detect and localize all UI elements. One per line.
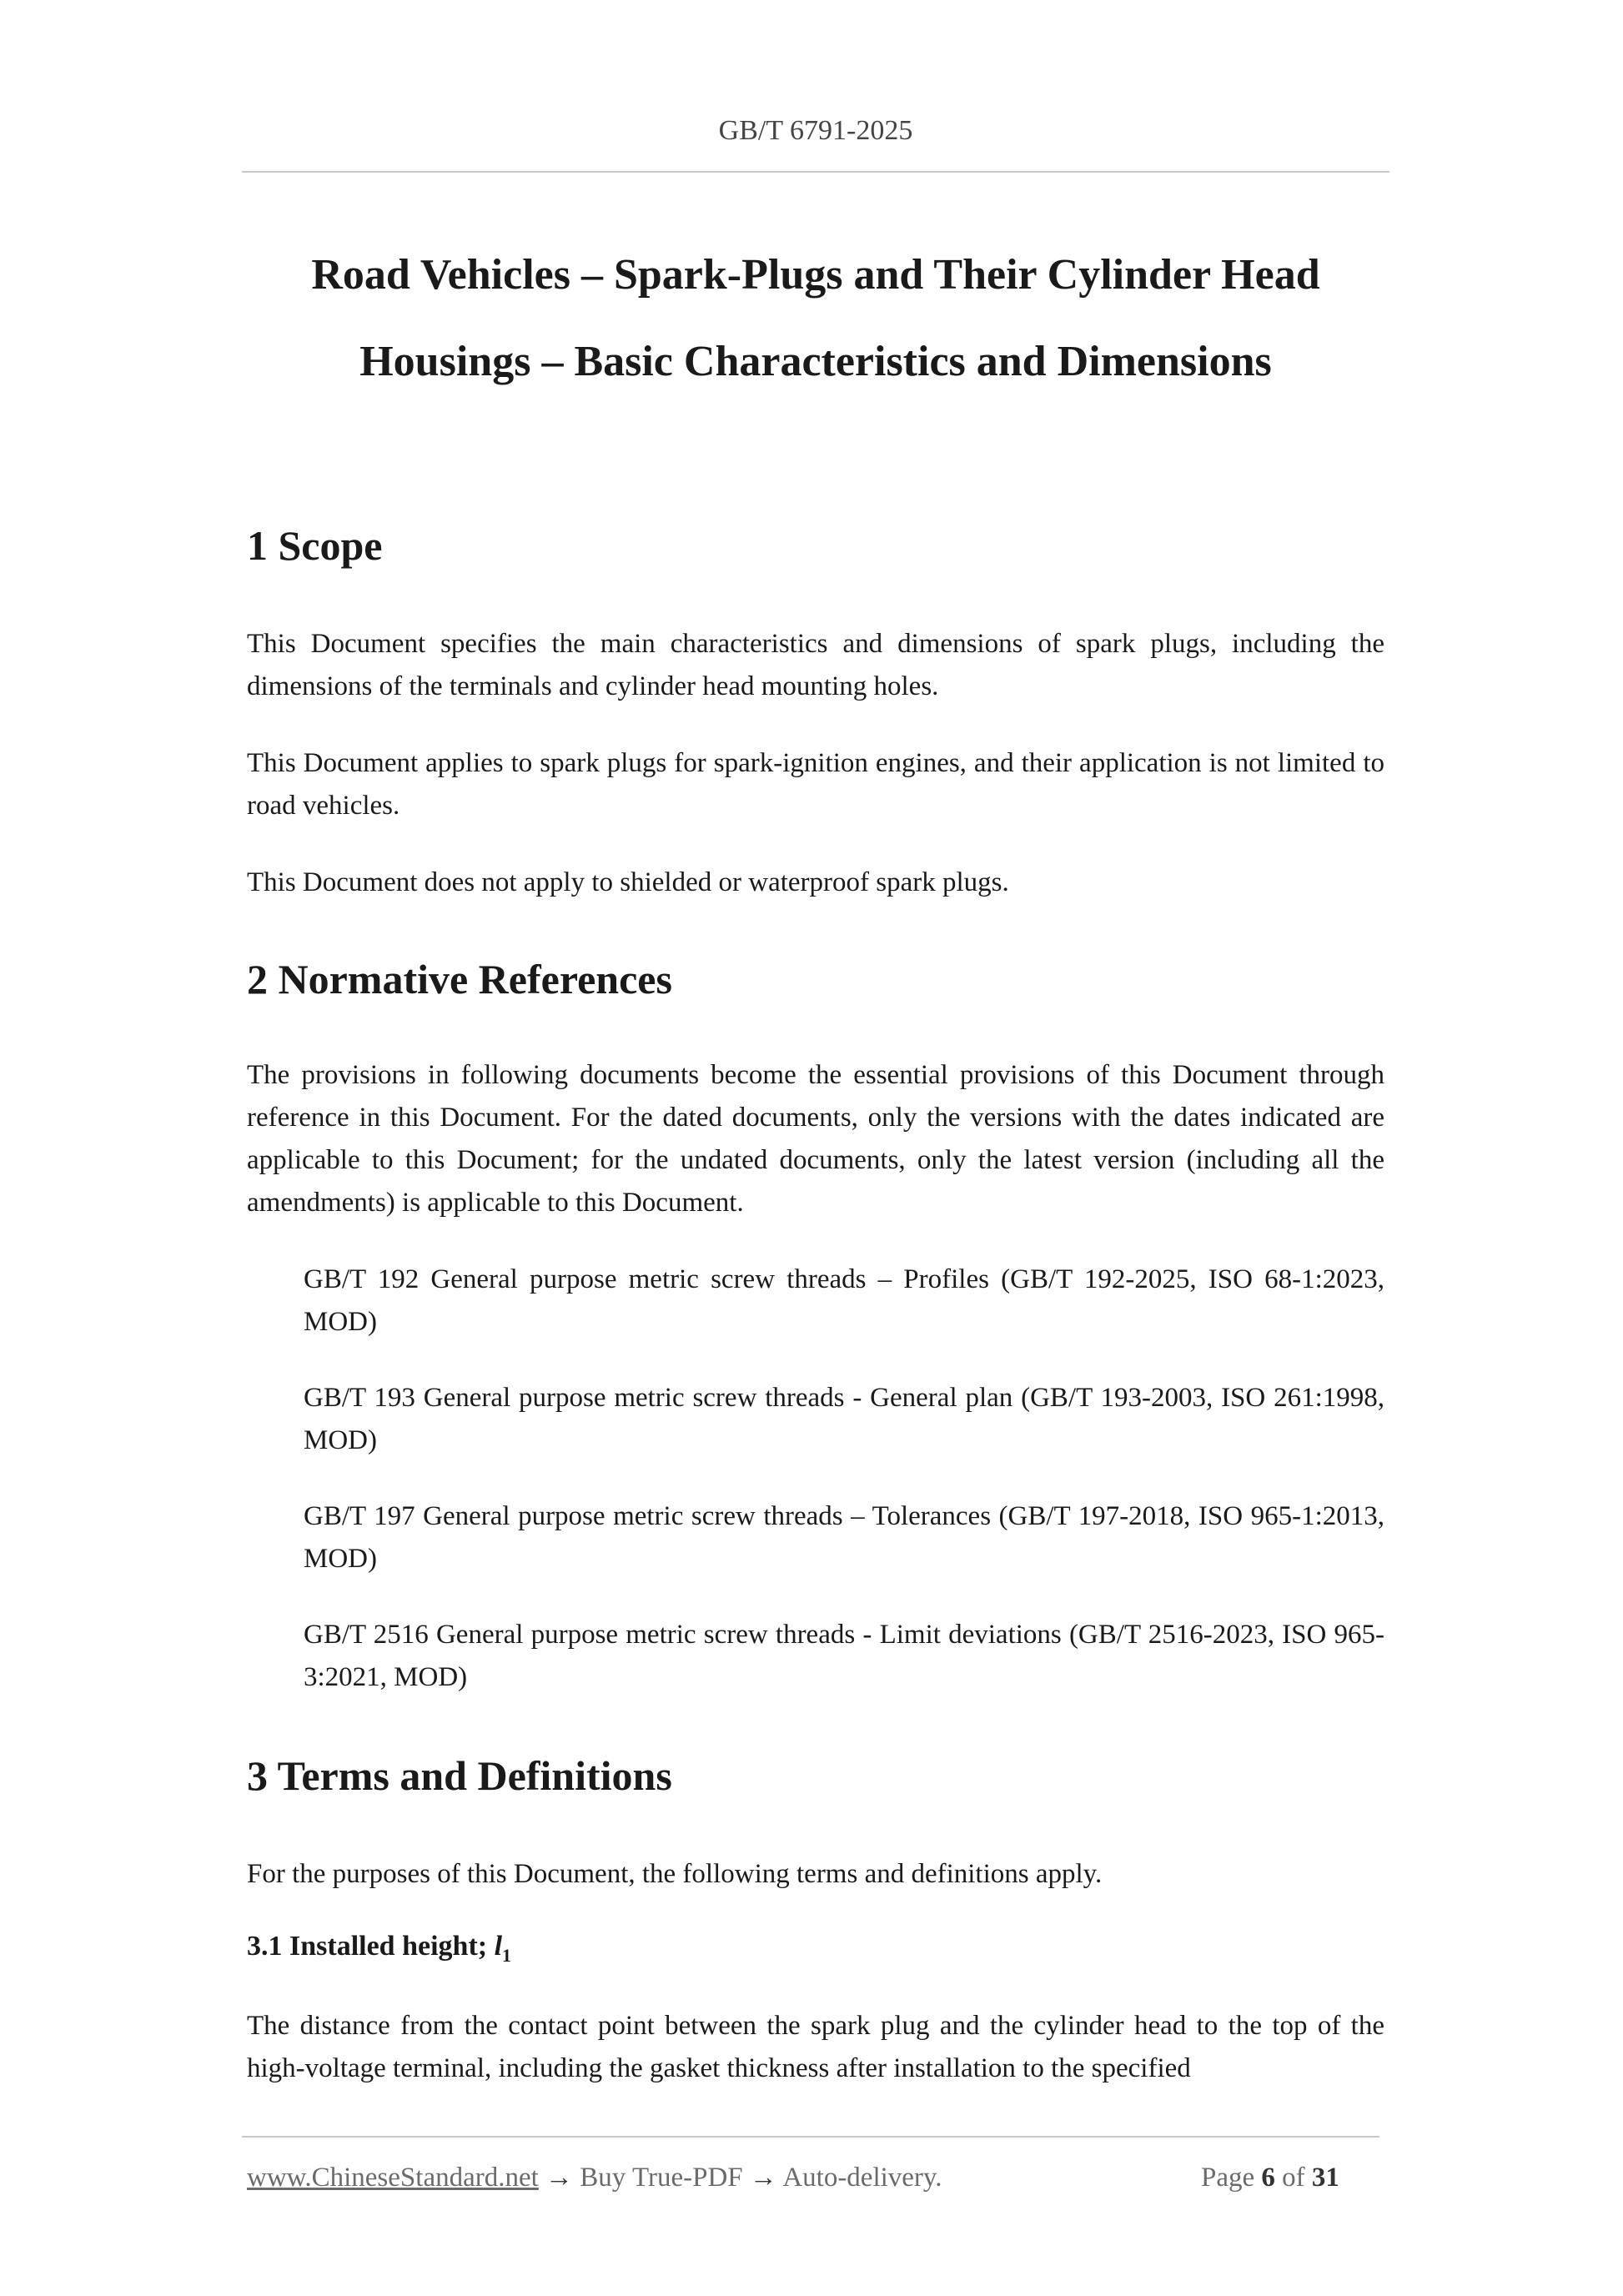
title-line-2: Housings – Basic Characteristics and Dimensions	[359, 338, 1272, 385]
term-symbol: l	[494, 1931, 503, 1962]
chinesestandard-link[interactable]: www.ChineseStandard.net	[247, 2163, 539, 2193]
reference-item-gbt-193: GB/T 193 General purpose metric screw threads - General plan (GB/T 193-2003, ISO 261:1998, MOD)	[304, 1383, 1384, 1455]
section-heading-scope: 1 Scope	[247, 522, 383, 569]
terms-intro-paragraph: For the purposes of this Document, the following terms and definitions apply.	[247, 1859, 1103, 1889]
document-number-header: GB/T 6791-2025	[718, 115, 913, 146]
section-heading-terms-definitions: 3 Terms and Definitions	[247, 1752, 672, 1799]
scope-paragraph-3: This Document does not apply to shielded or waterproof spark plugs.	[247, 867, 1009, 897]
scope-paragraph-2: This Document applies to spark plugs for spark-ignition engines, and their application is not limited to road vehicles.	[247, 748, 1384, 821]
term-definition-paragraph: The distance from the contact point between the spark plug and the cylinder head to the top of the high-voltage terminal, including the gasket thickness after installation to the specified	[247, 2011, 1384, 2083]
arrow-right-icon: →	[545, 2163, 574, 2193]
page-label: Page	[1201, 2163, 1255, 2193]
section-heading-normative-references: 2 Normative References	[247, 956, 672, 1002]
document-title	[242, 232, 1389, 405]
arrow-right-icon: →	[749, 2163, 777, 2193]
reference-item-gbt-2516: GB/T 2516 General purpose metric screw threads - Limit deviations (GB/T 2516-2023, ISO 965-3:2021, MOD)	[304, 1620, 1384, 1692]
footer-divider	[242, 2136, 1379, 2138]
term-heading-installed-height	[247, 1931, 511, 1967]
term-label: 3.1 Installed height;	[247, 1931, 495, 1962]
scope-paragraph-1: This Document specifies the main characteristics and dimensions of spark plugs, including the dimensions of the terminals and cylinder head mounting holes.	[247, 629, 1384, 701]
footer-promo	[247, 2163, 942, 2193]
buy-true-pdf-text: Buy True-PDF	[580, 2163, 743, 2193]
reference-item-gbt-192: GB/T 192 General purpose metric screw threads – Profiles (GB/T 192-2025, ISO 68-1:2023, MOD)	[304, 1264, 1384, 1337]
page-of-label: of	[1282, 2163, 1305, 2193]
normative-intro-paragraph: The provisions in following documents become the essential provisions of this Document through reference in this Document. For the dated documents, only the versions with the dates indicated are applicable to this Document; for the undated documents, only the latest version (including all the amendments) is applicable to this Document.	[247, 1060, 1384, 1218]
page-current-number: 6	[1261, 2163, 1275, 2193]
page-indicator	[1201, 2163, 1339, 2193]
reference-item-gbt-197: GB/T 197 General purpose metric screw threads – Tolerances (GB/T 197-2018, ISO 965-1:2013, MOD)	[304, 1501, 1384, 1574]
title-line-1: Road Vehicles – Spark-Plugs and Their Cylinder Head	[311, 251, 1320, 299]
auto-delivery-text: Auto-delivery.	[782, 2163, 942, 2193]
header-divider	[242, 171, 1389, 173]
term-symbol-subscript: 1	[502, 1944, 512, 1966]
page-total-number: 31	[1311, 2163, 1339, 2193]
